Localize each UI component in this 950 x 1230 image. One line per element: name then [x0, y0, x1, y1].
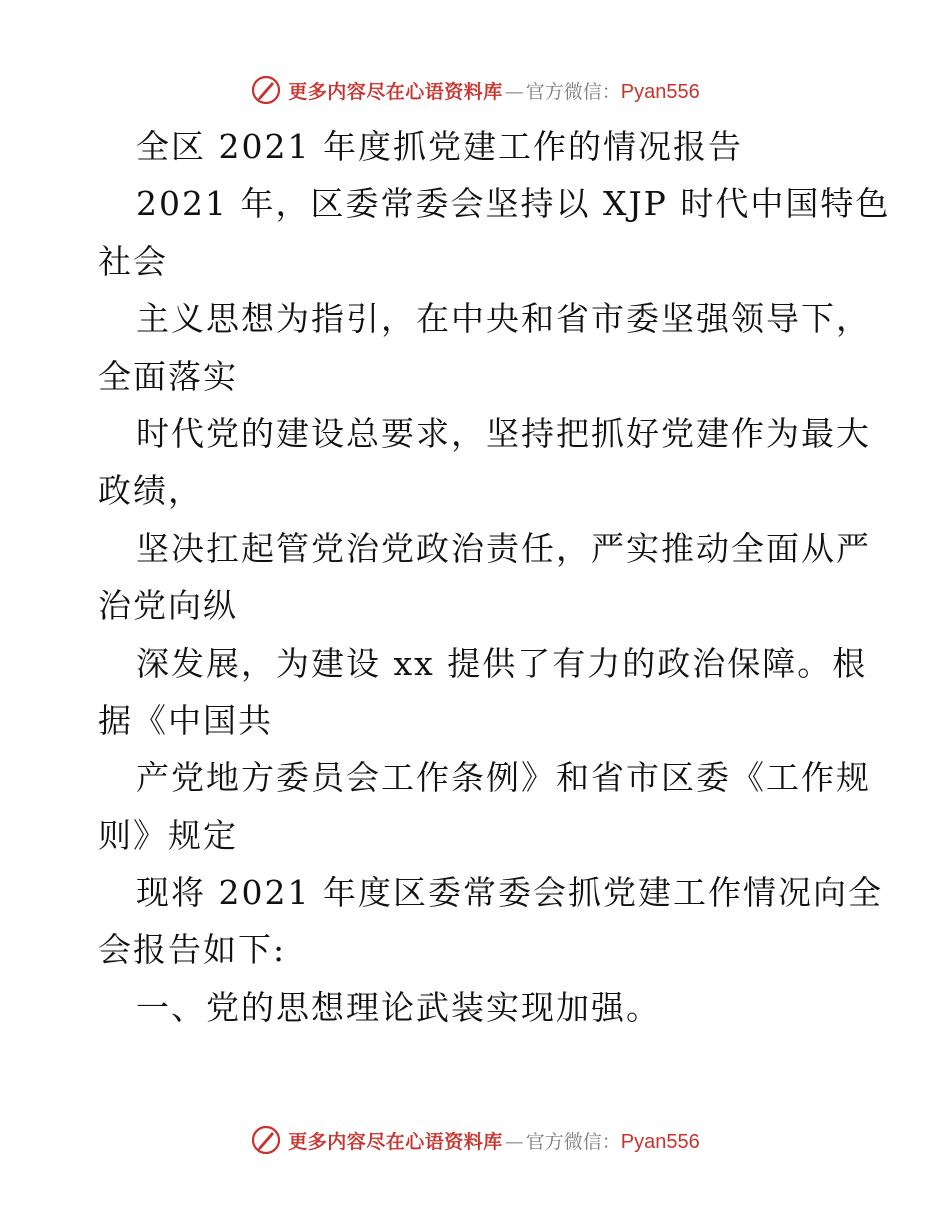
- header-banner-wechat-id: Pyan556: [620, 80, 700, 103]
- header-banner-dash: —: [504, 80, 524, 103]
- quill-logo-icon: [250, 1124, 282, 1156]
- document-line: 时代党的建设总要求，坚持把抓好党建作为最大: [136, 413, 871, 453]
- footer-banner-wechat-id: Pyan556: [620, 1130, 700, 1153]
- footer-banner-wechat-label: 官方微信：: [525, 1130, 621, 1153]
- footer-banner-text: [288, 1127, 700, 1154]
- header-banner-wechat-label: 官方微信：: [525, 80, 621, 103]
- document-line: 现将 2021 年度区委常委会抓党建工作情况向全: [136, 873, 883, 913]
- section-heading: 一、党的思想理论武装实现加强。: [136, 987, 661, 1027]
- quill-logo-icon: [250, 74, 282, 106]
- document-line: 全面落实: [98, 356, 238, 396]
- document-line: 深发展，为建设 xx 提供了有力的政治保障。根: [136, 643, 868, 683]
- header-banner: [0, 70, 950, 110]
- header-banner-site-name: 更多内容尽在心语资料库: [288, 80, 503, 103]
- document-line: 政绩，: [98, 471, 203, 511]
- footer-banner-site-name: 更多内容尽在心语资料库: [288, 1130, 503, 1153]
- document-line: 则》规定: [98, 815, 238, 855]
- document-line: 治党向纵: [98, 586, 238, 626]
- footer-banner-dash: —: [504, 1130, 524, 1153]
- document-line: 会报告如下:: [98, 930, 287, 970]
- footer-banner: [0, 1120, 950, 1160]
- document-line: 产党地方委员会工作条例》和省市区委《工作规: [136, 758, 871, 798]
- document-line: 主义思想为指引，在中央和省市委坚强领导下，: [136, 299, 871, 339]
- document-title: 全区 2021 年度抓党建工作的情况报告: [136, 127, 743, 166]
- document-body: [98, 118, 891, 1036]
- document-line: 社会: [98, 241, 168, 281]
- document-line: 2021 年，区委常委会坚持以 XJP 时代中国特色: [136, 184, 891, 224]
- header-banner-text: [288, 77, 700, 104]
- document-line: 坚决扛起管党治党政治责任，严实推动全面从严: [136, 528, 871, 568]
- document-line: 据《中国共: [98, 700, 273, 740]
